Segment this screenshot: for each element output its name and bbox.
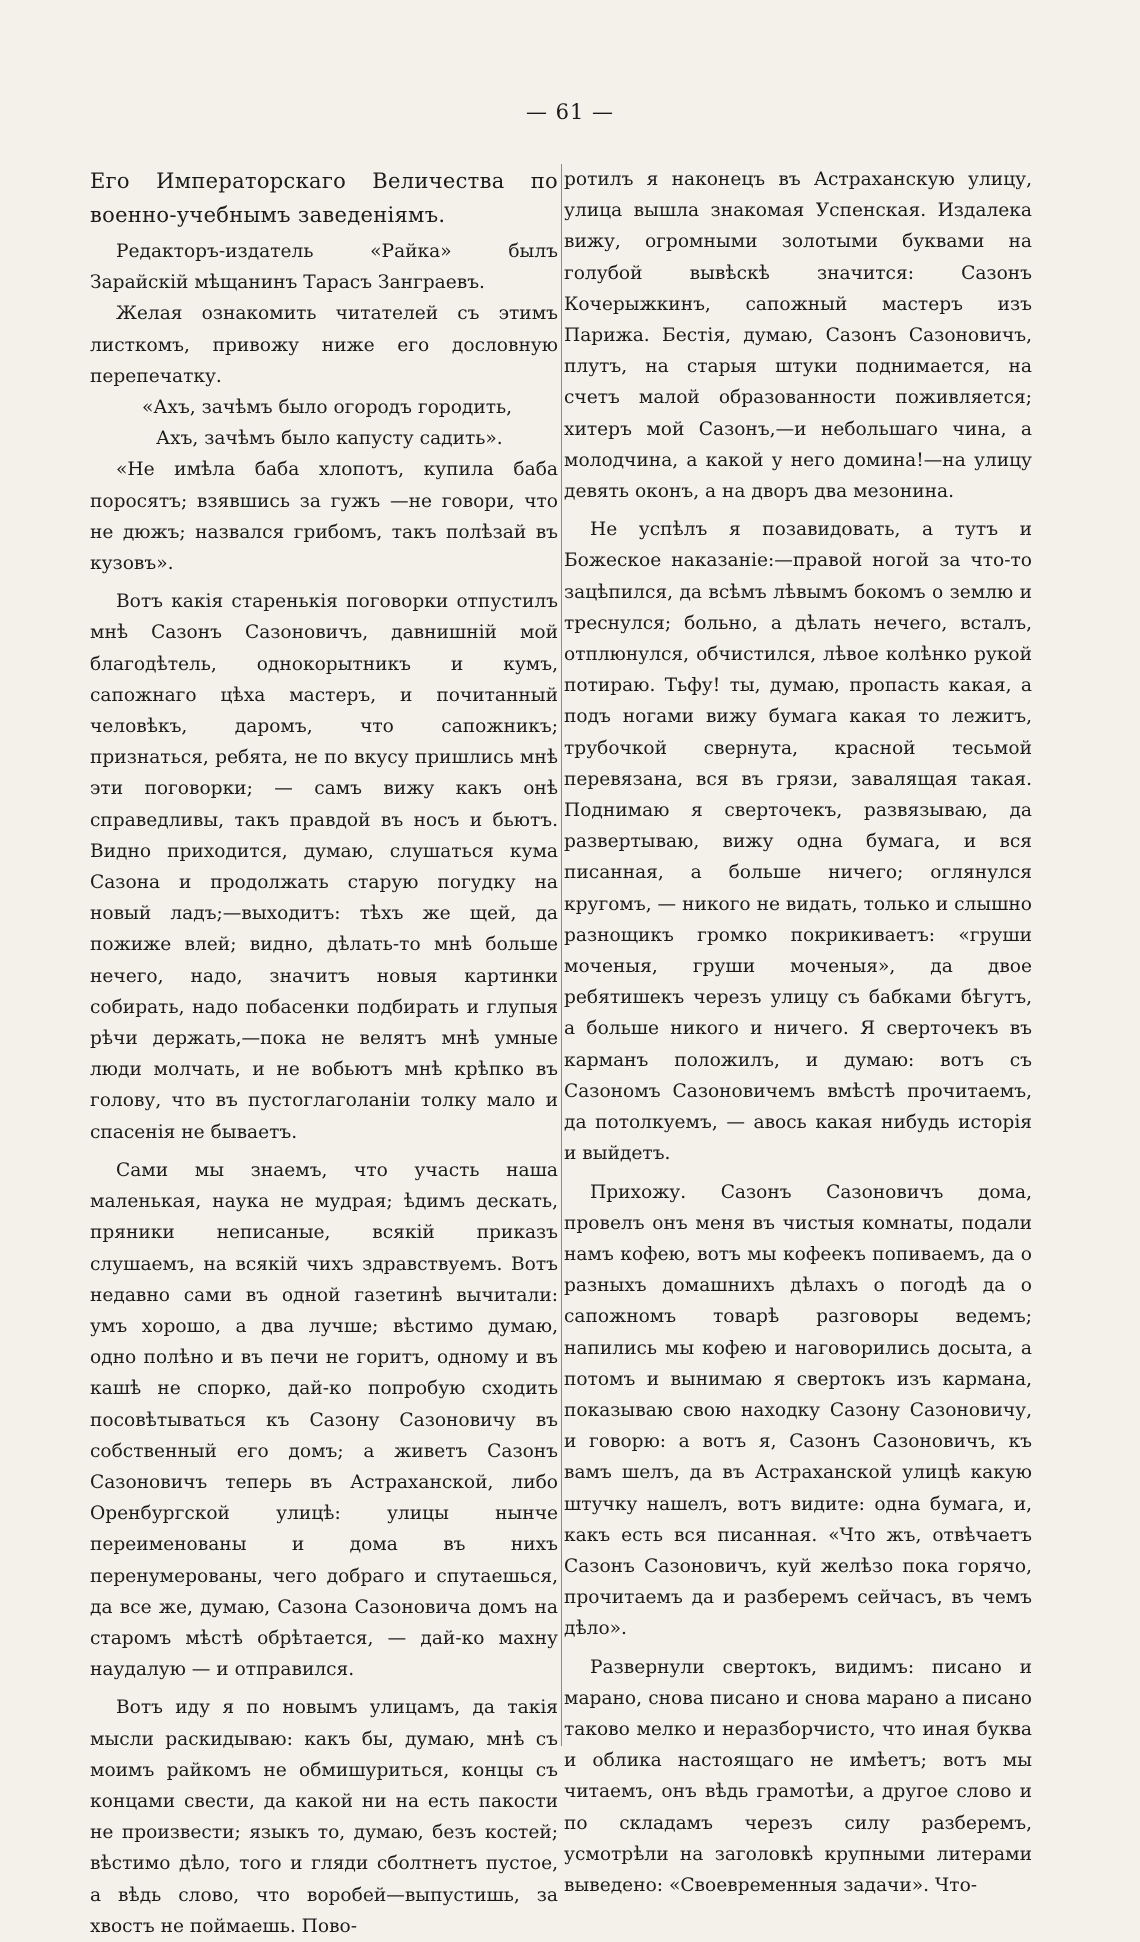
- verse-line: Ахъ, зачѣмъ было капусту садить».: [156, 428, 503, 450]
- column-divider: [561, 164, 562, 1746]
- page-number: — 61 —: [525, 100, 615, 124]
- paragraph: Желая ознакомить читателей съ этимъ листкомъ, привожу ниже его дословную перепечатку.: [90, 303, 558, 387]
- left-column: [90, 164, 558, 1942]
- paragraph: Не успѣлъ я позавидовать, а тутъ и Божеское наказаніе:—правой ногой за что-то зацѣпился, да всѣмъ лѣвымъ бокомъ о землю и треснулся; больно, а дѣлать нечего, всталъ, отплюнулся, обчистился, лѣвое колѣнко рукой потираю. Тьфу! ты, думаю, пропасть какая, а подъ ногами вижу бумага какая то лежитъ, трубочкой свернута, красной тесьмой перевязана, вся въ грязи, завалящая такая. Поднимаю я сверточекъ, развязываю, да развертываю, вижу одна бумага, и вся писанная, а больше ничего; оглянулся кругомъ, — никого не видать, только и слышно разнощикъ громко покрикиваетъ: «груши моченыя, груши моченыя», да двое ребятишекъ черезъ улицу съ бабками бѣгутъ, а больше никого и ничего. Я сверточекъ въ карманъ положилъ, и думаю: вотъ съ Сазономъ Сазоновичемъ вмѣстѣ прочитаемъ, да потолкуемъ, — авось какая нибудь исторія и выйдетъ.: [564, 519, 1032, 1165]
- paragraph: Прихожу. Сазонъ Сазоновичъ дома, провелъ онъ меня въ чистыя комнаты, подали намъ кофею, вотъ мы кофеекъ попиваемъ, да о разныхъ домашнихъ дѣлахъ о погодѣ да о сапожномъ товарѣ разговоры ведемъ; напились мы кофею и наговорились досыта, а потомъ и вынимаю я свертокъ изъ кармана, показываю свою находку Сазону Сазоновичу, и говорю: а вотъ я, Сазонъ Сазоновичъ, къ вамъ шелъ, да въ Астраханской улицѣ какую штучку нашелъ, вотъ видите: одна бумага, и, какъ есть вся писанная. «Что жъ, отвѣчаетъ Сазонъ Сазоновичъ, куй желѣзо пока горячо, прочитаемъ да и разберемъ сейчасъ, въ чемъ дѣло».: [564, 1181, 1032, 1640]
- verse-line: «Ахъ, зачѣмъ было огородъ городить,: [142, 397, 513, 419]
- paragraph: Развернули свертокъ, видимъ: писано и марано, снова писано и снова марано а писано таково мелко и неразборчисто, что иная буква и облика настоящаго не имѣетъ; вотъ мы читаемъ, онъ вѣдь грамотѣи, а другое слово и по складамъ черезъ силу разберемъ, усмотрѣли на заголовкѣ крупными литерами выведено: «Своевременныя задачи». Что-: [564, 1656, 1032, 1896]
- paragraph: Вотъ иду я по новымъ улицамъ, да такія мысли раскидываю: какъ бы, думаю, мнѣ съ моимъ райкомъ не обмишуриться, концы съ концами свести, да какой ни на есть пакости не произвести; языкъ то, думаю, безъ костей; вѣстимо дѣло, того и гляди сболтнетъ пустое, а вѣдь слово, что воробей—выпустишь, за хвостъ не поймаешь. Пово-: [90, 1697, 558, 1937]
- continued-heading: Его Императорскаго Величества по военно-учебнымъ заведеніямъ.: [90, 169, 558, 227]
- paragraph: «Не имѣла баба хлопотъ, купила баба поросятъ; взявшись за гужъ —не говори, что не дюжъ; назвался грибомъ, такъ полѣзай въ кузовъ».: [90, 459, 558, 575]
- paragraph: Редакторъ-издатель «Райка» былъ Зарайскій мѣщанинъ Тарасъ Занграевъ.: [90, 241, 558, 294]
- paragraph: Сами мы знаемъ, что участь наша маленькая, наука не мудрая; ѣдимъ дескать, пряники неписаные, всякій приказъ слушаемъ, на всякій чихъ здравствуемъ. Вотъ недавно сами въ одной газетинѣ вычитали: умъ хорошо, а два лучше; вѣстимо думаю, одно полѣно и въ печи не горитъ, одному и въ кашѣ не спорко, дай-ко попробую сходить посовѣтываться къ Сазону Сазоновичу въ собственный его домъ; а живетъ Сазонъ Сазоновичъ теперь въ Астраханской, либо Оренбургской улицѣ: улицы нынче переименованы и дома въ нихъ перенумерованы, чего добраго и спутаешься, да все же, думаю, Сазона Сазоновича домъ на старомъ мѣстѣ обрѣтается, — дай-ко махну наудалую — и отправился.: [90, 1159, 558, 1681]
- paragraph-continued: ротилъ я наконецъ въ Астраханскую улицу, улица вышла знакомая Успенская. Издалека вижу, огромными золотыми буквами на голубой вывѣскѣ значится: Сазонъ Кочерыжкинъ, сапожный мастеръ изъ Парижа. Бестія, думаю, Сазонъ Сазоновичъ, плутъ, на старыя штуки поднимается, на счетъ малой образованности поживляется; хитеръ мой Сазонъ,—и небольшаго чина, а молодчина, а какой у него домина!—на улицу девять оконъ, а на дворъ два мезонина.: [564, 169, 1032, 503]
- right-column: [564, 164, 1032, 1901]
- paragraph: Вотъ какія старенькія поговорки отпустилъ мнѣ Сазонъ Сазоновичъ, давнишній мой благодѣтель, однокорытникъ и кумъ, сапожнаго цѣха мастеръ, и почитанный человѣкъ, даромъ, что сапожникъ; признаться, ребята, не по вкусу пришлись мнѣ эти поговорки; — самъ вижу какъ онѣ справедливы, такъ правдой въ носъ и бьютъ. Видно приходится, думаю, слушаться кума Сазона и продолжать старую погудку на новый ладъ;—выходитъ: тѣхъ же щей, да пожиже влей; видно, дѣлать-то мнѣ больше нечего, надо, значитъ новыя картинки собирать, надо побасенки подбирать и глупыя рѣчи держать,—пока не велятъ мнѣ умные люди молчать, и не вобьютъ мнѣ крѣпко въ голову, что въ пустоглаголаніи толку мало и спасенія не бываетъ.: [90, 591, 558, 1143]
